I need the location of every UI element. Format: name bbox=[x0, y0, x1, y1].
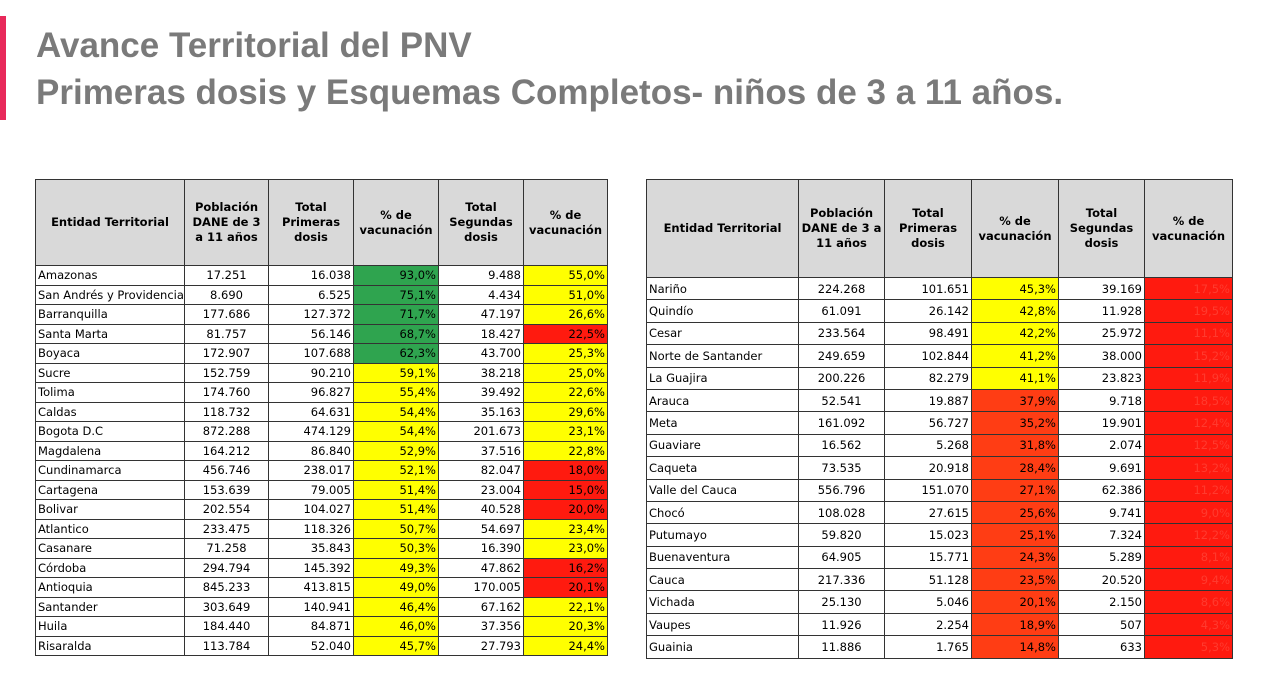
cell-pct-primeras: 51,4% bbox=[354, 500, 439, 520]
cell-pct-segundas: 25,3% bbox=[524, 344, 608, 364]
cell-pct-primeras: 54,4% bbox=[354, 402, 439, 422]
header-segundas: Total Segundas dosis bbox=[439, 180, 524, 266]
cell-entidad: Caldas bbox=[36, 402, 185, 422]
cell-poblacion: 52.541 bbox=[799, 389, 885, 411]
cell-poblacion: 71.258 bbox=[185, 539, 269, 559]
cell-entidad: Bolivar bbox=[36, 500, 185, 520]
cell-primeras: 56.146 bbox=[269, 324, 354, 344]
cell-entidad: Santa Marta bbox=[36, 324, 185, 344]
table-row bbox=[36, 539, 608, 559]
cell-pct-primeras: 93,0% bbox=[354, 266, 439, 286]
cell-primeras: 82.279 bbox=[885, 367, 972, 389]
cell-segundas: 633 bbox=[1059, 636, 1145, 658]
right-table bbox=[646, 179, 1233, 659]
cell-poblacion: 8.690 bbox=[185, 285, 269, 305]
cell-entidad: Caqueta bbox=[647, 457, 799, 479]
cell-pct-primeras: 52,1% bbox=[354, 461, 439, 481]
cell-pct-primeras: 37,9% bbox=[972, 389, 1059, 411]
header-primeras: Total Primeras dosis bbox=[269, 180, 354, 266]
cell-segundas: 2.074 bbox=[1059, 434, 1145, 456]
header-pct-2: % de vacunación bbox=[524, 180, 608, 266]
cell-poblacion: 16.562 bbox=[799, 434, 885, 456]
table-row bbox=[647, 434, 1233, 456]
cell-entidad: Bogota D.C bbox=[36, 422, 185, 442]
cell-poblacion: 11.886 bbox=[799, 636, 885, 658]
cell-segundas: 9.691 bbox=[1059, 457, 1145, 479]
cell-pct-primeras: 14,8% bbox=[972, 636, 1059, 658]
cell-segundas: 40.528 bbox=[439, 500, 524, 520]
table-row bbox=[36, 441, 608, 461]
cell-pct-segundas: 15,0% bbox=[524, 480, 608, 500]
cell-entidad: Guaviare bbox=[647, 434, 799, 456]
cell-segundas: 39.169 bbox=[1059, 278, 1145, 300]
cell-segundas: 38.000 bbox=[1059, 345, 1145, 367]
cell-primeras: 6.525 bbox=[269, 285, 354, 305]
cell-entidad: Antioquia bbox=[36, 578, 185, 598]
cell-pct-segundas: 9,0% bbox=[1145, 501, 1233, 523]
cell-entidad: Boyaca bbox=[36, 344, 185, 364]
cell-segundas: 20.520 bbox=[1059, 569, 1145, 591]
cell-poblacion: 61.091 bbox=[799, 300, 885, 322]
cell-primeras: 238.017 bbox=[269, 461, 354, 481]
cell-primeras: 16.038 bbox=[269, 266, 354, 286]
cell-pct-primeras: 71,7% bbox=[354, 305, 439, 325]
table-row bbox=[647, 636, 1233, 658]
cell-primeras: 118.326 bbox=[269, 519, 354, 539]
cell-entidad: Norte de Santander bbox=[647, 345, 799, 367]
cell-poblacion: 81.757 bbox=[185, 324, 269, 344]
cell-pct-segundas: 15,2% bbox=[1145, 345, 1233, 367]
cell-entidad: Meta bbox=[647, 412, 799, 434]
cell-poblacion: 172.907 bbox=[185, 344, 269, 364]
cell-pct-segundas: 11,9% bbox=[1145, 367, 1233, 389]
cell-pct-primeras: 75,1% bbox=[354, 285, 439, 305]
table-row bbox=[647, 591, 1233, 613]
cell-primeras: 2.254 bbox=[885, 613, 972, 635]
cell-segundas: 507 bbox=[1059, 613, 1145, 635]
cell-segundas: 170.005 bbox=[439, 578, 524, 598]
cell-pct-segundas: 25,0% bbox=[524, 363, 608, 383]
cell-pct-segundas: 22,8% bbox=[524, 441, 608, 461]
cell-pct-segundas: 22,5% bbox=[524, 324, 608, 344]
cell-segundas: 25.972 bbox=[1059, 322, 1145, 344]
cell-pct-primeras: 46,0% bbox=[354, 617, 439, 637]
cell-pct-primeras: 42,2% bbox=[972, 322, 1059, 344]
header-poblacion: Población DANE de 3 a 11 años bbox=[799, 180, 885, 278]
cell-segundas: 9.488 bbox=[439, 266, 524, 286]
cell-pct-primeras: 46,4% bbox=[354, 597, 439, 617]
table-row bbox=[36, 383, 608, 403]
cell-poblacion: 845.233 bbox=[185, 578, 269, 598]
cell-segundas: 18.427 bbox=[439, 324, 524, 344]
cell-entidad: Cesar bbox=[647, 322, 799, 344]
cell-entidad: Tolima bbox=[36, 383, 185, 403]
cell-segundas: 4.434 bbox=[439, 285, 524, 305]
table-row bbox=[647, 479, 1233, 501]
cell-segundas: 7.324 bbox=[1059, 524, 1145, 546]
table-row bbox=[36, 285, 608, 305]
table-row bbox=[36, 461, 608, 481]
cell-poblacion: 108.028 bbox=[799, 501, 885, 523]
cell-primeras: 413.815 bbox=[269, 578, 354, 598]
cell-primeras: 52.040 bbox=[269, 636, 354, 656]
cell-segundas: 67.162 bbox=[439, 597, 524, 617]
cell-pct-segundas: 23,1% bbox=[524, 422, 608, 442]
cell-pct-primeras: 23,5% bbox=[972, 569, 1059, 591]
cell-segundas: 2.150 bbox=[1059, 591, 1145, 613]
cell-poblacion: 64.905 bbox=[799, 546, 885, 568]
cell-segundas: 38.218 bbox=[439, 363, 524, 383]
cell-segundas: 9.718 bbox=[1059, 389, 1145, 411]
table-row bbox=[36, 597, 608, 617]
cell-pct-primeras: 55,4% bbox=[354, 383, 439, 403]
page-title bbox=[36, 22, 1063, 116]
cell-entidad: Vaupes bbox=[647, 613, 799, 635]
cell-primeras: 64.631 bbox=[269, 402, 354, 422]
cell-entidad: La Guajira bbox=[647, 367, 799, 389]
cell-entidad: Arauca bbox=[647, 389, 799, 411]
cell-poblacion: 224.268 bbox=[799, 278, 885, 300]
title-line-1: Avance Territorial del PNV bbox=[36, 26, 472, 65]
cell-pct-primeras: 49,3% bbox=[354, 558, 439, 578]
cell-pct-primeras: 35,2% bbox=[972, 412, 1059, 434]
cell-primeras: 86.840 bbox=[269, 441, 354, 461]
cell-primeras: 20.918 bbox=[885, 457, 972, 479]
cell-poblacion: 303.649 bbox=[185, 597, 269, 617]
cell-pct-primeras: 52,9% bbox=[354, 441, 439, 461]
table-row bbox=[647, 278, 1233, 300]
cell-pct-primeras: 41,1% bbox=[972, 367, 1059, 389]
cell-entidad: Valle del Cauca bbox=[647, 479, 799, 501]
cell-pct-primeras: 49,0% bbox=[354, 578, 439, 598]
cell-pct-segundas: 4,3% bbox=[1145, 613, 1233, 635]
cell-pct-segundas: 20,3% bbox=[524, 617, 608, 637]
cell-pct-primeras: 28,4% bbox=[972, 457, 1059, 479]
table-row bbox=[36, 519, 608, 539]
cell-segundas: 43.700 bbox=[439, 344, 524, 364]
table-row bbox=[36, 363, 608, 383]
cell-entidad: Guainia bbox=[647, 636, 799, 658]
cell-entidad: Sucre bbox=[36, 363, 185, 383]
cell-entidad: Amazonas bbox=[36, 266, 185, 286]
cell-pct-segundas: 24,4% bbox=[524, 636, 608, 656]
table-row bbox=[647, 524, 1233, 546]
cell-segundas: 62.386 bbox=[1059, 479, 1145, 501]
cell-primeras: 5.046 bbox=[885, 591, 972, 613]
cell-pct-segundas: 18,5% bbox=[1145, 389, 1233, 411]
cell-entidad: Barranquilla bbox=[36, 305, 185, 325]
cell-poblacion: 73.535 bbox=[799, 457, 885, 479]
cell-primeras: 474.129 bbox=[269, 422, 354, 442]
cell-poblacion: 113.784 bbox=[185, 636, 269, 656]
cell-entidad: Nariño bbox=[647, 278, 799, 300]
cell-primeras: 79.005 bbox=[269, 480, 354, 500]
cell-pct-segundas: 12,2% bbox=[1145, 524, 1233, 546]
table-row bbox=[647, 345, 1233, 367]
cell-poblacion: 294.794 bbox=[185, 558, 269, 578]
cell-primeras: 98.491 bbox=[885, 322, 972, 344]
cell-entidad: Cartagena bbox=[36, 480, 185, 500]
cell-pct-segundas: 22,6% bbox=[524, 383, 608, 403]
cell-segundas: 11.928 bbox=[1059, 300, 1145, 322]
header-pct-1: % de vacunación bbox=[972, 180, 1059, 278]
table-row bbox=[36, 578, 608, 598]
cell-pct-segundas: 55,0% bbox=[524, 266, 608, 286]
cell-pct-primeras: 50,3% bbox=[354, 539, 439, 559]
cell-pct-segundas: 20,1% bbox=[524, 578, 608, 598]
cell-pct-segundas: 16,2% bbox=[524, 558, 608, 578]
cell-poblacion: 456.746 bbox=[185, 461, 269, 481]
cell-primeras: 140.941 bbox=[269, 597, 354, 617]
cell-entidad: Cauca bbox=[647, 569, 799, 591]
cell-poblacion: 59.820 bbox=[799, 524, 885, 546]
cell-entidad: Quindío bbox=[647, 300, 799, 322]
table-row bbox=[36, 402, 608, 422]
cell-primeras: 127.372 bbox=[269, 305, 354, 325]
cell-entidad: Chocó bbox=[647, 501, 799, 523]
cell-pct-primeras: 41,2% bbox=[972, 345, 1059, 367]
cell-primeras: 90.210 bbox=[269, 363, 354, 383]
cell-poblacion: 118.732 bbox=[185, 402, 269, 422]
table-row bbox=[647, 546, 1233, 568]
table-row bbox=[647, 367, 1233, 389]
cell-primeras: 1.765 bbox=[885, 636, 972, 658]
cell-poblacion: 184.440 bbox=[185, 617, 269, 637]
cell-primeras: 26.142 bbox=[885, 300, 972, 322]
cell-pct-primeras: 51,4% bbox=[354, 480, 439, 500]
cell-pct-primeras: 59,1% bbox=[354, 363, 439, 383]
cell-poblacion: 161.092 bbox=[799, 412, 885, 434]
cell-poblacion: 872.288 bbox=[185, 422, 269, 442]
cell-segundas: 9.741 bbox=[1059, 501, 1145, 523]
cell-entidad: Huila bbox=[36, 617, 185, 637]
cell-entidad: Magdalena bbox=[36, 441, 185, 461]
cell-pct-segundas: 18,0% bbox=[524, 461, 608, 481]
cell-segundas: 35.163 bbox=[439, 402, 524, 422]
cell-primeras: 145.392 bbox=[269, 558, 354, 578]
cell-pct-segundas: 8,6% bbox=[1145, 591, 1233, 613]
cell-poblacion: 202.554 bbox=[185, 500, 269, 520]
cell-pct-segundas: 12,5% bbox=[1145, 434, 1233, 456]
header-pct-2: % de vacunación bbox=[1145, 180, 1233, 278]
cell-pct-primeras: 50,7% bbox=[354, 519, 439, 539]
cell-entidad: Putumayo bbox=[647, 524, 799, 546]
table-row bbox=[647, 457, 1233, 479]
cell-primeras: 107.688 bbox=[269, 344, 354, 364]
cell-pct-primeras: 45,7% bbox=[354, 636, 439, 656]
cell-pct-segundas: 51,0% bbox=[524, 285, 608, 305]
table-row bbox=[647, 300, 1233, 322]
header-poblacion: Población DANE de 3 a 11 años bbox=[185, 180, 269, 266]
cell-segundas: 82.047 bbox=[439, 461, 524, 481]
table-row bbox=[647, 501, 1233, 523]
cell-entidad: Buenaventura bbox=[647, 546, 799, 568]
cell-pct-segundas: 19,5% bbox=[1145, 300, 1233, 322]
cell-segundas: 5.289 bbox=[1059, 546, 1145, 568]
cell-primeras: 102.844 bbox=[885, 345, 972, 367]
cell-pct-primeras: 25,1% bbox=[972, 524, 1059, 546]
table-row bbox=[36, 480, 608, 500]
cell-entidad: Risaralda bbox=[36, 636, 185, 656]
cell-poblacion: 556.796 bbox=[799, 479, 885, 501]
table-row bbox=[647, 322, 1233, 344]
cell-poblacion: 233.564 bbox=[799, 322, 885, 344]
cell-pct-segundas: 29,6% bbox=[524, 402, 608, 422]
cell-segundas: 23.004 bbox=[439, 480, 524, 500]
cell-segundas: 47.862 bbox=[439, 558, 524, 578]
cell-segundas: 47.197 bbox=[439, 305, 524, 325]
cell-primeras: 27.615 bbox=[885, 501, 972, 523]
cell-segundas: 16.390 bbox=[439, 539, 524, 559]
cell-pct-segundas: 8,1% bbox=[1145, 546, 1233, 568]
cell-pct-primeras: 54,4% bbox=[354, 422, 439, 442]
table-header-row bbox=[647, 180, 1233, 278]
cell-segundas: 39.492 bbox=[439, 383, 524, 403]
cell-pct-primeras: 27,1% bbox=[972, 479, 1059, 501]
cell-segundas: 19.901 bbox=[1059, 412, 1145, 434]
table-row bbox=[36, 324, 608, 344]
cell-primeras: 15.023 bbox=[885, 524, 972, 546]
cell-primeras: 101.651 bbox=[885, 278, 972, 300]
cell-poblacion: 164.212 bbox=[185, 441, 269, 461]
table-row bbox=[36, 500, 608, 520]
cell-pct-segundas: 22,1% bbox=[524, 597, 608, 617]
table-row bbox=[36, 305, 608, 325]
cell-entidad: Casanare bbox=[36, 539, 185, 559]
left-table bbox=[35, 179, 608, 656]
cell-pct-primeras: 42,8% bbox=[972, 300, 1059, 322]
cell-pct-segundas: 13,2% bbox=[1145, 457, 1233, 479]
cell-poblacion: 17.251 bbox=[185, 266, 269, 286]
header-segundas: Total Segundas dosis bbox=[1059, 180, 1145, 278]
cell-poblacion: 249.659 bbox=[799, 345, 885, 367]
cell-poblacion: 217.336 bbox=[799, 569, 885, 591]
table-row bbox=[36, 617, 608, 637]
cell-segundas: 37.356 bbox=[439, 617, 524, 637]
cell-primeras: 35.843 bbox=[269, 539, 354, 559]
table-row bbox=[647, 613, 1233, 635]
cell-poblacion: 153.639 bbox=[185, 480, 269, 500]
cell-segundas: 23.823 bbox=[1059, 367, 1145, 389]
accent-bar bbox=[0, 16, 6, 120]
cell-pct-primeras: 25,6% bbox=[972, 501, 1059, 523]
cell-pct-primeras: 62,3% bbox=[354, 344, 439, 364]
cell-segundas: 37.516 bbox=[439, 441, 524, 461]
cell-primeras: 151.070 bbox=[885, 479, 972, 501]
table-header-row bbox=[36, 180, 608, 266]
cell-pct-primeras: 24,3% bbox=[972, 546, 1059, 568]
cell-primeras: 84.871 bbox=[269, 617, 354, 637]
header-pct-1: % de vacunación bbox=[354, 180, 439, 266]
cell-pct-primeras: 20,1% bbox=[972, 591, 1059, 613]
title-line-2: Primeras dosis y Esquemas Completos- niños de 3 a 11 años. bbox=[36, 73, 1064, 112]
cell-pct-segundas: 23,0% bbox=[524, 539, 608, 559]
cell-pct-segundas: 11,1% bbox=[1145, 322, 1233, 344]
cell-poblacion: 200.226 bbox=[799, 367, 885, 389]
cell-poblacion: 233.475 bbox=[185, 519, 269, 539]
table-row bbox=[36, 422, 608, 442]
table-row bbox=[36, 344, 608, 364]
table-row bbox=[36, 636, 608, 656]
table-row bbox=[647, 412, 1233, 434]
cell-primeras: 19.887 bbox=[885, 389, 972, 411]
cell-poblacion: 152.759 bbox=[185, 363, 269, 383]
cell-pct-segundas: 9,4% bbox=[1145, 569, 1233, 591]
cell-poblacion: 25.130 bbox=[799, 591, 885, 613]
cell-pct-primeras: 18,9% bbox=[972, 613, 1059, 635]
cell-primeras: 96.827 bbox=[269, 383, 354, 403]
cell-pct-segundas: 23,4% bbox=[524, 519, 608, 539]
cell-pct-primeras: 31,8% bbox=[972, 434, 1059, 456]
header-primeras: Total Primeras dosis bbox=[885, 180, 972, 278]
cell-primeras: 51.128 bbox=[885, 569, 972, 591]
cell-primeras: 104.027 bbox=[269, 500, 354, 520]
table-row bbox=[647, 389, 1233, 411]
cell-pct-segundas: 20,0% bbox=[524, 500, 608, 520]
cell-poblacion: 11.926 bbox=[799, 613, 885, 635]
cell-poblacion: 174.760 bbox=[185, 383, 269, 403]
cell-entidad: Santander bbox=[36, 597, 185, 617]
cell-segundas: 54.697 bbox=[439, 519, 524, 539]
cell-pct-segundas: 5,3% bbox=[1145, 636, 1233, 658]
table-row bbox=[36, 558, 608, 578]
table-row bbox=[647, 569, 1233, 591]
cell-segundas: 201.673 bbox=[439, 422, 524, 442]
cell-pct-segundas: 17,5% bbox=[1145, 278, 1233, 300]
cell-pct-primeras: 45,3% bbox=[972, 278, 1059, 300]
cell-primeras: 56.727 bbox=[885, 412, 972, 434]
header-entidad: Entidad Territorial bbox=[647, 180, 799, 278]
cell-primeras: 15.771 bbox=[885, 546, 972, 568]
table-row bbox=[36, 266, 608, 286]
cell-entidad: Atlantico bbox=[36, 519, 185, 539]
cell-pct-segundas: 11,2% bbox=[1145, 479, 1233, 501]
cell-entidad: Cundinamarca bbox=[36, 461, 185, 481]
cell-pct-primeras: 68,7% bbox=[354, 324, 439, 344]
cell-segundas: 27.793 bbox=[439, 636, 524, 656]
cell-entidad: Córdoba bbox=[36, 558, 185, 578]
cell-entidad: Vichada bbox=[647, 591, 799, 613]
cell-pct-segundas: 26,6% bbox=[524, 305, 608, 325]
cell-pct-segundas: 12,4% bbox=[1145, 412, 1233, 434]
header-entidad: Entidad Territorial bbox=[36, 180, 185, 266]
cell-entidad: San Andrés y Providencia bbox=[36, 285, 185, 305]
cell-primeras: 5.268 bbox=[885, 434, 972, 456]
cell-poblacion: 177.686 bbox=[185, 305, 269, 325]
